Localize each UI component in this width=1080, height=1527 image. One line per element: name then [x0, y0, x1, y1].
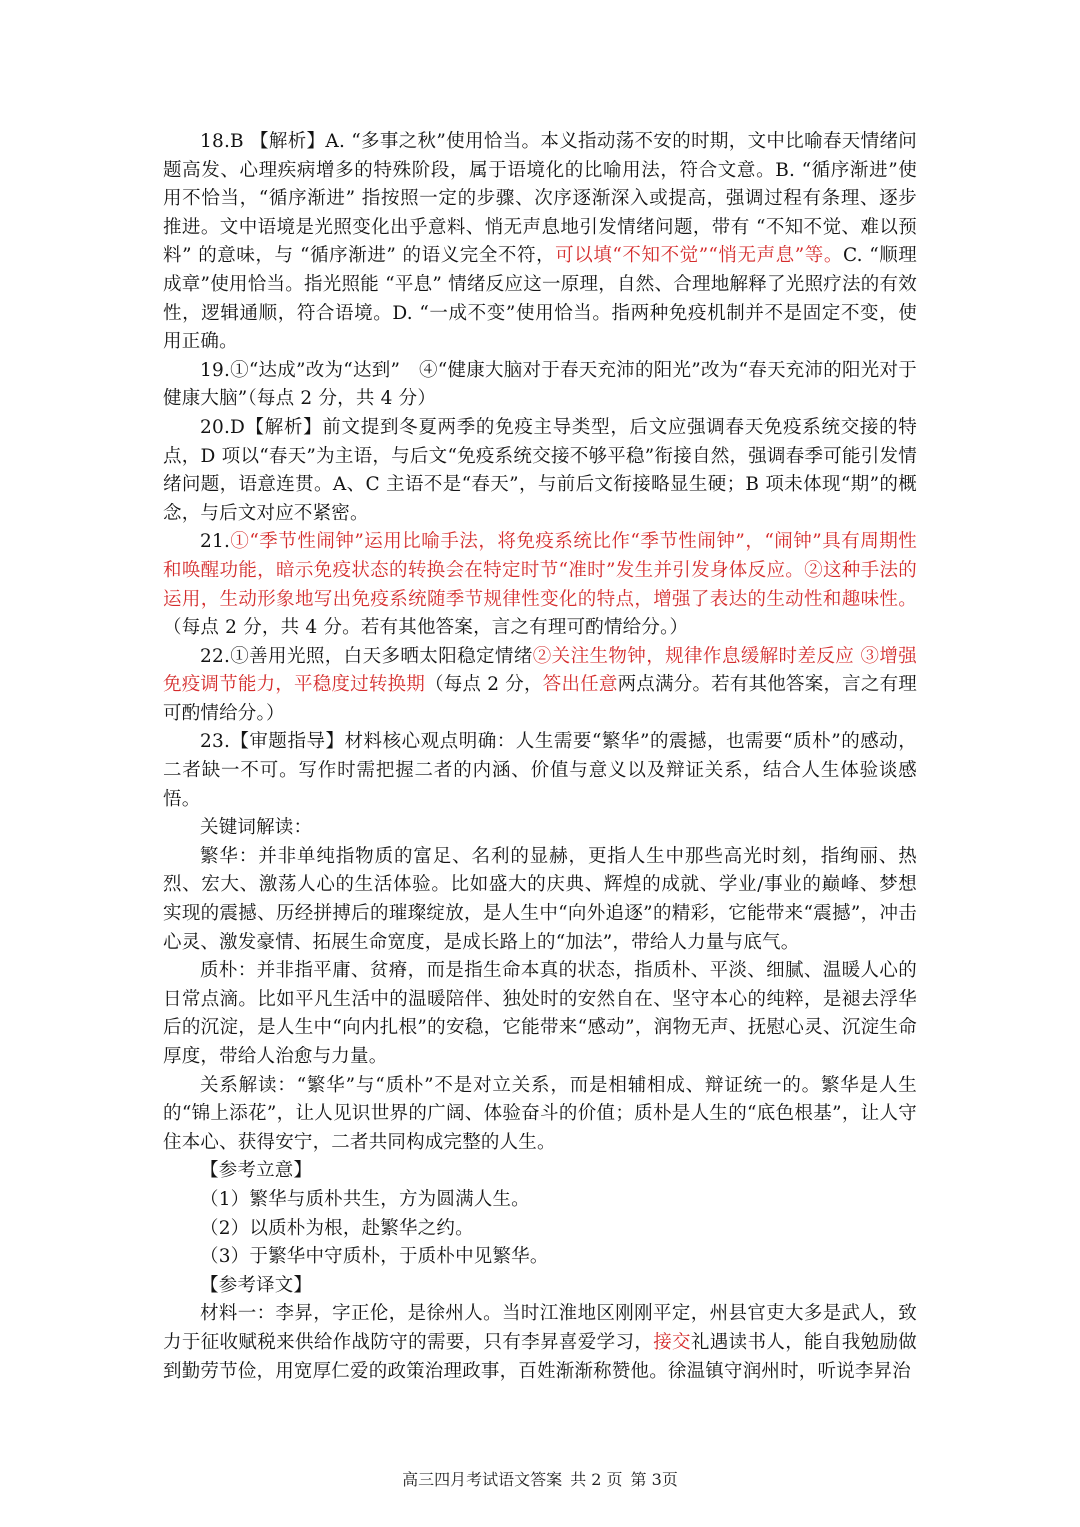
highlight-text: 接交: [653, 1331, 691, 1353]
highlight-text: ②关注生物钟，规律作息缓解时差反应 ③增强免疫调节能力，平稳度过转换期: [163, 645, 917, 696]
reference-translation-title: 【参考译文】: [200, 1274, 313, 1296]
page-footer: [0, 1467, 1080, 1490]
answer-19: 19.①“达成”改为“达到” ④“健康大脑对于春天充沛的阳光”改为“春天充沛的阳光对于健康大脑”（每点 2 分，共 4 分）: [163, 359, 917, 410]
idea-item: （1）繁华与质朴共生，方为圆满人生。: [200, 1188, 530, 1210]
highlight-text: ①“季节性闹钟”运用比喻手法，将免疫系统比作“季节性闹钟”，“闹钟”具有周期性和唤醒功能，暗示免疫状态的转换会在特定时节“准时”发生并引发身体反应。②这种手法的运用，生动形象地写出免疫系统随季节规律性变化的特点，增强了表达的生动性和趣味性。: [163, 531, 917, 610]
answer-18: 18.B 【解析】A. “多事之秋”使用恰当。本义指动荡不安的时期，文中比喻春天情绪问题高发、心理疾病增多的特殊阶段，属于语境化的比喻用法，符合文意。B. “循序渐进”使用不恰当，“循序渐进” 指按照一定的步骤、次序逐渐深入或提高，强调过程有条理、逐步推进。文中语境是光照变化出乎意料、悄无声息地引发情绪问题，带有 “不知不觉、难以预料” 的意味，与 “循序渐进” 的语义完全不符，可以填“不知不觉”“悄无声息”等。C. “顺理成章”使用恰当。指光照能 “平息” 情绪反应这一原理，自然、合理地解释了光照疗法的有效性，逻辑通顺，符合语境。D. “一成不变”使用恰当。指两种免疫机制并不是固定不变，使用正确。: [163, 131, 918, 353]
translation-paragraph: 材料一：李昇，字正伦，是徐州人。当时江淮地区刚刚平定，州县官吏大多是武人，致力于征收赋税来供给作战防守的需要，只有李昇喜爱学习，接交礼遇读书人，能自我勉励做到勤劳节俭，用宽厚仁爱的政策治理政事，百姓渐渐称赞他。徐温镇守润州时，听说李昇治: [163, 1303, 918, 1382]
footer-title: 高三四月考试语文答案: [402, 1470, 563, 1489]
answer-21: 21.①“季节性闹钟”运用比喻手法，将免疫系统比作“季节性闹钟”，“闹钟”具有周期性和唤醒功能，暗示免疫状态的转换会在特定时节“准时”发生并引发身体反应。②这种手法的运用，生动形象地写出免疫系统随季节规律性变化的特点，增强了表达的生动性和趣味性。（每点 2 分，共 4 分。若有其他答案，言之有理可酌情给分。）: [163, 531, 917, 639]
highlight-text: 可以填“不知不觉”“悄无声息”等。: [555, 245, 843, 267]
footer-page-number: 第 3页: [630, 1470, 678, 1489]
idea-item: （3）于繁华中守质朴，于质朴中见繁华。: [200, 1246, 549, 1268]
highlight-text: 答出任意: [542, 674, 618, 696]
idea-item: （2）以质朴为根，赴繁华之约。: [200, 1217, 474, 1239]
reference-idea-title: 【参考立意】: [200, 1160, 313, 1182]
answer-22: 22.①善用光照，白天多晒太阳稳定情绪②关注生物钟，规律作息缓解时差反应 ③增强免疫调节能力，平稳度过转换期（每点 2 分，答出任意两点满分。若有其他答案，言之有理可酌情给分。）: [163, 645, 917, 724]
footer-total-pages: 共 2 页: [570, 1470, 623, 1489]
answer-23: 23.【审题指导】材料核心观点明确：人生需要“繁华”的震撼，也需要“质朴”的感动，二者缺一不可。写作时需把握二者的内涵、价值与意义以及辩证关系，结合人生体验谈感悟。: [163, 731, 917, 810]
keyword-fanhua: 繁华：并非单纯指物质的富足、名利的显赫，更指人生中那些高光时刻，指绚丽、热烈、宏大、激荡人心的生活体验。比如盛大的庆典、辉煌的成就、学业/事业的巅峰、梦想实现的震撼、历经拼搏后的璀璨绽放，是人生中“向外追逐”的精彩，它能带来“震撼”，冲击心灵、激发豪情、拓展生命宽度，是成长路上的“加法”，带给人力量与底气。: [163, 845, 917, 953]
keyword-zhipu: 质朴：并非指平庸、贫瘠，而是指生命本真的状态，指质朴、平淡、细腻、温暖人心的日常点滴。比如平凡生活中的温暖陪伴、独处时的安然自在、坚守本心的纯粹，是褪去浮华后的沉淀，是人生中“向内扎根”的安稳，它能带来“感动”，润物无声、抚慰心灵、沉淀生命厚度，带给人治愈与力量。: [163, 960, 917, 1067]
keywords-title: 关键词解读：: [200, 817, 313, 839]
answer-20: 20.D【解析】前文提到冬夏两季的免疫主导类型，后文应强调春天免疫系统交接的特点，D 项以“春天”为主语，与后文“免疫系统交接不够平稳”衔接自然，强调春季可能引发情绪问题，语意连贯。A、C 主语不是“春天”，与前后文衔接略显生硬；B 项未体现“期”的概念，与后文对应不紧密。: [163, 416, 917, 524]
relation-paragraph: 关系解读：“繁华”与“质朴”不是对立关系，而是相辅相成、辩证统一的。繁华是人生的“锦上添花”，让人见识世界的广阔、体验奋斗的价值；质朴是人生的“底色根基”，让人守住本心、获得安宁，二者共同构成完整的人生。: [163, 1074, 917, 1153]
answer-body: [163, 128, 917, 1386]
